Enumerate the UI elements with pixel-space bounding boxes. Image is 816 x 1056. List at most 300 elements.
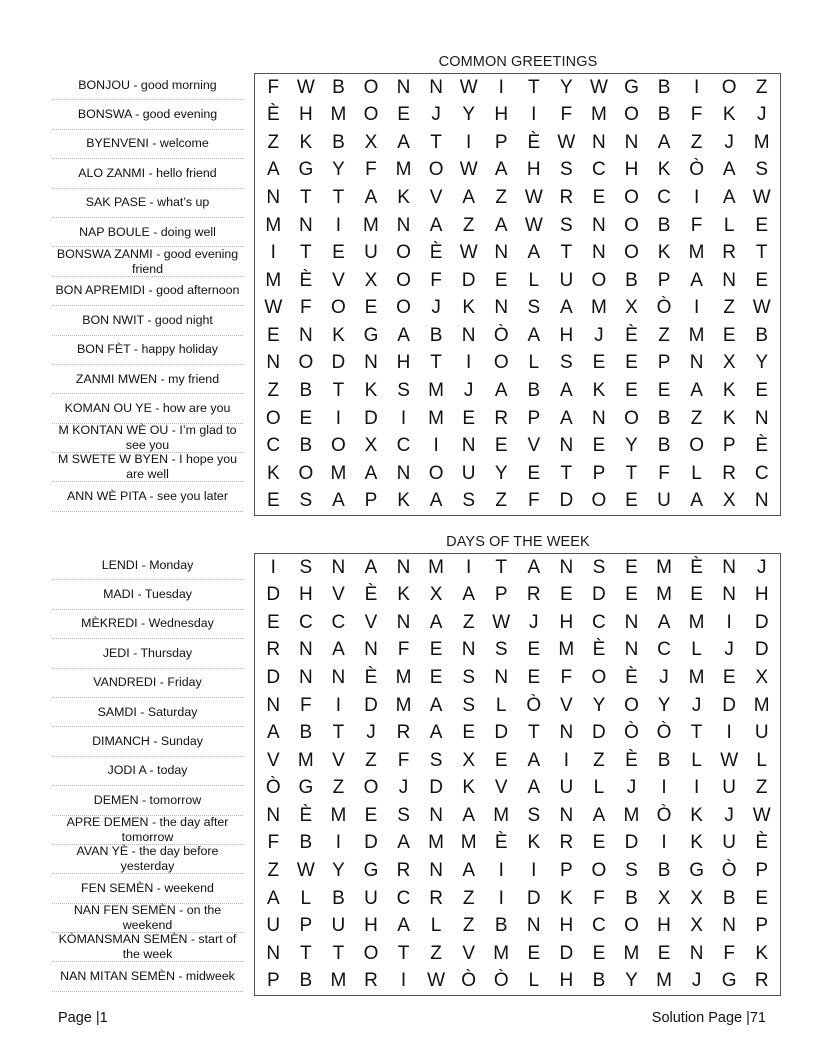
grid-cell[interactable]: O: [591, 490, 607, 512]
grid-cell[interactable]: Y: [657, 694, 671, 716]
grid-cell[interactable]: C: [396, 887, 411, 909]
grid-cell[interactable]: N: [266, 187, 281, 209]
grid-cell[interactable]: U: [559, 269, 574, 291]
grid-cell[interactable]: N: [526, 915, 541, 937]
grid-cell[interactable]: Ò: [656, 297, 672, 319]
grid-cell[interactable]: O: [331, 297, 346, 319]
grid-cell[interactable]: O: [265, 407, 281, 429]
grid-cell[interactable]: Y: [625, 970, 638, 992]
grid-cell[interactable]: F: [560, 104, 573, 126]
grid-cell[interactable]: E: [592, 832, 606, 854]
grid-cell[interactable]: N: [559, 556, 574, 578]
grid-cell[interactable]: D: [722, 694, 737, 716]
grid-cell[interactable]: O: [624, 694, 639, 716]
grid-cell[interactable]: V: [332, 749, 345, 771]
grid-cell[interactable]: T: [495, 556, 508, 578]
grid-cell[interactable]: N: [722, 584, 737, 606]
grid-cell[interactable]: M: [395, 159, 412, 181]
grid-cell[interactable]: M: [656, 556, 672, 578]
grid-cell[interactable]: A: [527, 242, 541, 264]
grid-cell[interactable]: M: [428, 379, 444, 401]
grid-cell[interactable]: B: [625, 887, 638, 909]
grid-cell[interactable]: È: [494, 832, 508, 854]
grid-cell[interactable]: J: [431, 297, 441, 319]
grid-cell[interactable]: M: [688, 242, 705, 264]
grid-cell[interactable]: X: [625, 297, 638, 319]
grid-cell[interactable]: M: [590, 104, 607, 126]
grid-cell[interactable]: N: [494, 242, 509, 264]
grid-cell[interactable]: N: [494, 297, 509, 319]
grid-cell[interactable]: W: [459, 242, 478, 264]
grid-cell[interactable]: N: [266, 942, 281, 964]
grid-cell[interactable]: N: [266, 694, 281, 716]
grid-cell[interactable]: Ò: [656, 722, 672, 744]
grid-cell[interactable]: W: [589, 76, 608, 98]
grid-cell[interactable]: U: [754, 722, 769, 744]
grid-cell[interactable]: J: [691, 694, 702, 716]
grid-cell[interactable]: K: [462, 297, 475, 319]
grid-cell[interactable]: R: [722, 242, 737, 264]
grid-cell[interactable]: Y: [494, 462, 508, 484]
grid-cell[interactable]: N: [624, 639, 639, 661]
grid-cell[interactable]: E: [527, 639, 541, 661]
grid-cell[interactable]: Z: [462, 887, 475, 909]
grid-cell[interactable]: R: [494, 407, 509, 429]
grid-cell[interactable]: B: [657, 435, 671, 457]
grid-cell[interactable]: A: [560, 407, 573, 429]
grid-cell[interactable]: I: [531, 859, 537, 881]
grid-cell[interactable]: O: [591, 859, 607, 881]
grid-cell[interactable]: X: [364, 131, 378, 153]
grid-cell[interactable]: L: [430, 915, 442, 937]
grid-cell[interactable]: L: [528, 352, 540, 374]
grid-cell[interactable]: S: [755, 159, 769, 181]
grid-cell[interactable]: F: [365, 159, 377, 181]
grid-cell[interactable]: A: [462, 584, 475, 606]
grid-cell[interactable]: F: [300, 694, 312, 716]
grid-cell[interactable]: A: [429, 611, 443, 633]
grid-cell[interactable]: O: [298, 462, 314, 484]
grid-cell[interactable]: F: [267, 76, 280, 98]
grid-cell[interactable]: M: [330, 104, 347, 126]
grid-cell[interactable]: Z: [593, 749, 605, 771]
grid-cell[interactable]: W: [720, 749, 739, 771]
grid-cell[interactable]: H: [754, 584, 769, 606]
grid-cell[interactable]: E: [527, 942, 541, 964]
grid-cell[interactable]: K: [527, 832, 541, 854]
grid-cell[interactable]: J: [659, 667, 669, 689]
grid-cell[interactable]: N: [494, 667, 509, 689]
grid-cell[interactable]: P: [657, 352, 671, 374]
grid-cell[interactable]: X: [462, 749, 475, 771]
grid-cell[interactable]: F: [397, 639, 410, 661]
grid-cell[interactable]: A: [429, 722, 443, 744]
grid-cell[interactable]: J: [756, 104, 767, 126]
grid-cell[interactable]: B: [657, 104, 671, 126]
grid-cell[interactable]: B: [592, 970, 606, 992]
grid-cell[interactable]: B: [755, 324, 769, 346]
grid-cell[interactable]: J: [463, 379, 474, 401]
grid-cell[interactable]: M: [265, 269, 282, 291]
grid-cell[interactable]: Y: [560, 76, 573, 98]
grid-cell[interactable]: K: [397, 584, 410, 606]
grid-cell[interactable]: È: [592, 639, 606, 661]
grid-cell[interactable]: B: [429, 324, 443, 346]
grid-cell[interactable]: D: [266, 667, 281, 689]
grid-cell[interactable]: D: [364, 407, 378, 429]
grid-cell[interactable]: F: [430, 269, 442, 291]
grid-cell[interactable]: G: [363, 859, 379, 881]
grid-cell[interactable]: N: [266, 352, 281, 374]
grid-cell[interactable]: N: [722, 269, 737, 291]
grid-cell[interactable]: K: [462, 777, 475, 799]
grid-cell[interactable]: B: [299, 379, 313, 401]
grid-cell[interactable]: C: [266, 435, 281, 457]
grid-cell[interactable]: N: [298, 324, 313, 346]
grid-cell[interactable]: M: [688, 667, 705, 689]
grid-cell[interactable]: Y: [755, 352, 769, 374]
grid-cell[interactable]: Z: [267, 131, 280, 153]
grid-cell[interactable]: J: [626, 777, 637, 799]
grid-cell[interactable]: T: [527, 76, 540, 98]
grid-cell[interactable]: X: [429, 584, 443, 606]
grid-cell[interactable]: D: [364, 694, 378, 716]
grid-cell[interactable]: O: [721, 76, 737, 98]
grid-cell[interactable]: N: [298, 214, 313, 236]
grid-cell[interactable]: A: [397, 324, 410, 346]
grid-cell[interactable]: B: [332, 131, 345, 153]
grid-cell[interactable]: V: [462, 942, 475, 964]
grid-cell[interactable]: D: [592, 584, 606, 606]
grid-cell[interactable]: È: [429, 242, 443, 264]
grid-cell[interactable]: P: [560, 859, 573, 881]
grid-cell[interactable]: A: [364, 187, 378, 209]
grid-cell[interactable]: N: [364, 639, 378, 661]
grid-cell[interactable]: A: [397, 131, 410, 153]
grid-cell[interactable]: O: [624, 104, 639, 126]
grid-cell[interactable]: È: [690, 556, 703, 578]
grid-cell[interactable]: H: [526, 159, 541, 181]
grid-cell[interactable]: T: [625, 462, 638, 484]
grid-cell[interactable]: P: [299, 915, 313, 937]
grid-cell[interactable]: L: [528, 269, 540, 291]
grid-cell[interactable]: N: [722, 556, 737, 578]
grid-cell[interactable]: A: [429, 490, 443, 512]
grid-cell[interactable]: O: [363, 777, 379, 799]
grid-cell[interactable]: J: [366, 722, 376, 744]
grid-cell[interactable]: Y: [592, 694, 606, 716]
grid-cell[interactable]: I: [563, 749, 569, 771]
grid-cell[interactable]: Z: [495, 187, 508, 209]
grid-cell[interactable]: K: [755, 942, 769, 964]
grid-cell[interactable]: F: [593, 887, 605, 909]
grid-cell[interactable]: C: [592, 915, 606, 937]
grid-cell[interactable]: C: [396, 435, 411, 457]
grid-cell[interactable]: M: [395, 694, 412, 716]
grid-cell[interactable]: H: [364, 915, 378, 937]
grid-cell[interactable]: H: [657, 915, 671, 937]
grid-cell[interactable]: J: [431, 104, 441, 126]
grid-cell[interactable]: D: [494, 722, 509, 744]
grid-cell[interactable]: R: [396, 859, 411, 881]
grid-cell[interactable]: I: [433, 435, 439, 457]
grid-cell[interactable]: X: [722, 490, 736, 512]
grid-cell[interactable]: K: [657, 242, 671, 264]
grid-cell[interactable]: T: [332, 942, 345, 964]
grid-cell[interactable]: X: [364, 269, 378, 291]
grid-cell[interactable]: M: [330, 804, 347, 826]
grid-cell[interactable]: Z: [755, 777, 768, 799]
grid-cell[interactable]: A: [722, 159, 736, 181]
grid-cell[interactable]: Z: [690, 407, 703, 429]
grid-cell[interactable]: B: [299, 832, 313, 854]
grid-cell[interactable]: A: [494, 214, 508, 236]
grid-cell[interactable]: T: [527, 722, 540, 744]
grid-cell[interactable]: E: [527, 462, 541, 484]
grid-cell[interactable]: W: [296, 859, 315, 881]
grid-cell[interactable]: I: [498, 76, 504, 98]
grid-cell[interactable]: J: [724, 639, 734, 661]
grid-cell[interactable]: U: [364, 887, 378, 909]
grid-cell[interactable]: J: [724, 131, 734, 153]
grid-cell[interactable]: A: [397, 915, 410, 937]
grid-cell[interactable]: P: [494, 584, 508, 606]
grid-cell[interactable]: E: [722, 667, 736, 689]
grid-cell[interactable]: Ò: [689, 159, 704, 181]
grid-cell[interactable]: N: [429, 859, 443, 881]
grid-cell[interactable]: E: [560, 584, 573, 606]
grid-cell[interactable]: O: [624, 915, 639, 937]
grid-cell[interactable]: N: [592, 131, 606, 153]
grid-cell[interactable]: T: [332, 379, 345, 401]
grid-cell[interactable]: F: [267, 832, 280, 854]
grid-cell[interactable]: T: [430, 131, 442, 153]
grid-cell[interactable]: B: [657, 859, 671, 881]
grid-cell[interactable]: A: [364, 556, 378, 578]
grid-cell[interactable]: R: [429, 887, 443, 909]
grid-cell[interactable]: C: [592, 611, 606, 633]
grid-cell[interactable]: P: [657, 269, 671, 291]
grid-cell[interactable]: È: [266, 104, 280, 126]
grid-cell[interactable]: B: [494, 915, 508, 937]
grid-cell[interactable]: M: [265, 214, 282, 236]
grid-cell[interactable]: B: [657, 76, 671, 98]
grid-cell[interactable]: A: [494, 159, 508, 181]
grid-cell[interactable]: O: [689, 435, 704, 457]
grid-cell[interactable]: O: [624, 187, 639, 209]
grid-cell[interactable]: N: [592, 242, 606, 264]
grid-cell[interactable]: A: [462, 187, 475, 209]
grid-cell[interactable]: È: [364, 584, 378, 606]
grid-cell[interactable]: T: [300, 942, 312, 964]
grid-cell[interactable]: E: [592, 187, 606, 209]
grid-cell[interactable]: K: [690, 832, 703, 854]
grid-cell[interactable]: B: [722, 887, 736, 909]
grid-cell[interactable]: N: [396, 556, 411, 578]
grid-cell[interactable]: C: [657, 639, 671, 661]
grid-cell[interactable]: E: [625, 379, 638, 401]
grid-cell[interactable]: D: [331, 352, 346, 374]
grid-cell[interactable]: T: [300, 187, 312, 209]
grid-cell[interactable]: Z: [430, 942, 442, 964]
grid-cell[interactable]: E: [625, 490, 638, 512]
grid-cell[interactable]: G: [298, 159, 314, 181]
grid-cell[interactable]: M: [428, 556, 444, 578]
grid-cell[interactable]: S: [462, 667, 475, 689]
grid-cell[interactable]: B: [657, 214, 671, 236]
grid-cell[interactable]: O: [396, 297, 411, 319]
grid-cell[interactable]: M: [688, 611, 705, 633]
grid-cell[interactable]: R: [266, 639, 281, 661]
grid-cell[interactable]: E: [527, 667, 541, 689]
grid-cell[interactable]: O: [298, 352, 314, 374]
grid-cell[interactable]: I: [498, 859, 504, 881]
grid-cell[interactable]: K: [657, 159, 671, 181]
grid-cell[interactable]: E: [755, 379, 769, 401]
grid-cell[interactable]: E: [722, 324, 736, 346]
grid-cell[interactable]: Z: [267, 379, 280, 401]
grid-cell[interactable]: N: [396, 462, 411, 484]
grid-cell[interactable]: S: [560, 352, 573, 374]
grid-cell[interactable]: S: [560, 159, 573, 181]
grid-cell[interactable]: A: [462, 859, 475, 881]
grid-cell[interactable]: E: [625, 352, 638, 374]
grid-cell[interactable]: P: [755, 915, 769, 937]
grid-cell[interactable]: S: [560, 214, 573, 236]
grid-cell[interactable]: E: [625, 584, 638, 606]
grid-cell[interactable]: Z: [658, 324, 670, 346]
grid-cell[interactable]: N: [559, 804, 574, 826]
grid-cell[interactable]: S: [527, 804, 541, 826]
grid-cell[interactable]: N: [559, 435, 574, 457]
grid-cell[interactable]: Ò: [461, 970, 477, 992]
grid-cell[interactable]: L: [593, 777, 605, 799]
grid-cell[interactable]: I: [335, 832, 342, 854]
grid-cell[interactable]: A: [657, 131, 671, 153]
grid-cell[interactable]: X: [690, 915, 703, 937]
grid-cell[interactable]: S: [494, 639, 508, 661]
grid-cell[interactable]: L: [528, 970, 540, 992]
grid-cell[interactable]: L: [691, 749, 702, 771]
grid-cell[interactable]: B: [657, 749, 671, 771]
grid-cell[interactable]: K: [397, 490, 410, 512]
grid-cell[interactable]: A: [722, 187, 736, 209]
grid-cell[interactable]: V: [527, 435, 541, 457]
grid-cell[interactable]: Z: [462, 611, 475, 633]
grid-cell[interactable]: T: [332, 722, 345, 744]
grid-cell[interactable]: V: [332, 269, 345, 291]
grid-cell[interactable]: O: [624, 407, 639, 429]
grid-cell[interactable]: E: [657, 942, 671, 964]
grid-cell[interactable]: E: [364, 804, 378, 826]
grid-cell[interactable]: B: [299, 435, 313, 457]
grid-cell[interactable]: I: [693, 187, 700, 209]
grid-cell[interactable]: Ò: [265, 777, 281, 799]
grid-cell[interactable]: A: [266, 722, 280, 744]
grid-cell[interactable]: È: [755, 435, 769, 457]
grid-cell[interactable]: I: [335, 694, 342, 716]
grid-cell[interactable]: M: [623, 942, 640, 964]
grid-cell[interactable]: D: [754, 639, 769, 661]
grid-cell[interactable]: I: [400, 407, 407, 429]
grid-cell[interactable]: T: [560, 462, 573, 484]
grid-cell[interactable]: I: [693, 777, 700, 799]
grid-cell[interactable]: M: [460, 832, 477, 854]
grid-cell[interactable]: O: [363, 104, 379, 126]
grid-cell[interactable]: E: [592, 352, 606, 374]
grid-cell[interactable]: M: [428, 407, 444, 429]
grid-cell[interactable]: G: [363, 324, 379, 346]
grid-cell[interactable]: I: [466, 352, 472, 374]
grid-cell[interactable]: P: [364, 490, 378, 512]
grid-cell[interactable]: A: [266, 887, 280, 909]
grid-cell[interactable]: T: [560, 242, 573, 264]
grid-cell[interactable]: I: [270, 242, 276, 264]
grid-cell[interactable]: N: [722, 915, 737, 937]
grid-cell[interactable]: M: [753, 694, 770, 716]
grid-cell[interactable]: È: [299, 804, 313, 826]
grid-cell[interactable]: N: [461, 435, 476, 457]
grid-cell[interactable]: I: [498, 887, 504, 909]
grid-cell[interactable]: R: [364, 970, 378, 992]
grid-cell[interactable]: A: [527, 324, 541, 346]
grid-cell[interactable]: N: [331, 556, 346, 578]
grid-cell[interactable]: W: [459, 159, 478, 181]
grid-cell[interactable]: Ò: [526, 694, 542, 716]
grid-cell[interactable]: X: [364, 435, 378, 457]
grid-cell[interactable]: K: [332, 324, 345, 346]
grid-cell[interactable]: H: [624, 159, 639, 181]
grid-cell[interactable]: X: [755, 667, 769, 689]
grid-cell[interactable]: N: [754, 490, 769, 512]
grid-cell[interactable]: A: [527, 556, 541, 578]
grid-cell[interactable]: T: [430, 352, 442, 374]
grid-cell[interactable]: T: [397, 942, 410, 964]
grid-cell[interactable]: I: [661, 832, 667, 854]
grid-cell[interactable]: F: [527, 490, 540, 512]
grid-cell[interactable]: U: [331, 915, 346, 937]
grid-cell[interactable]: R: [526, 584, 541, 606]
grid-cell[interactable]: I: [693, 297, 700, 319]
grid-cell[interactable]: L: [495, 694, 507, 716]
grid-cell[interactable]: M: [330, 462, 347, 484]
grid-cell[interactable]: D: [364, 832, 378, 854]
grid-cell[interactable]: P: [494, 131, 508, 153]
grid-cell[interactable]: K: [722, 407, 736, 429]
grid-cell[interactable]: I: [466, 131, 472, 153]
grid-cell[interactable]: È: [625, 749, 638, 771]
grid-cell[interactable]: F: [690, 104, 703, 126]
grid-cell[interactable]: A: [397, 832, 410, 854]
grid-cell[interactable]: S: [462, 694, 475, 716]
grid-cell[interactable]: C: [754, 462, 769, 484]
grid-cell[interactable]: N: [298, 639, 313, 661]
grid-cell[interactable]: O: [591, 667, 607, 689]
grid-cell[interactable]: O: [396, 269, 411, 291]
grid-cell[interactable]: E: [364, 297, 378, 319]
grid-cell[interactable]: K: [592, 379, 606, 401]
grid-cell[interactable]: I: [335, 407, 342, 429]
grid-cell[interactable]: H: [559, 970, 574, 992]
grid-cell[interactable]: W: [296, 76, 315, 98]
grid-cell[interactable]: V: [266, 749, 280, 771]
grid-cell[interactable]: N: [689, 942, 704, 964]
grid-cell[interactable]: S: [592, 556, 606, 578]
grid-cell[interactable]: A: [462, 804, 475, 826]
grid-cell[interactable]: E: [462, 407, 475, 429]
grid-cell[interactable]: U: [461, 462, 476, 484]
grid-cell[interactable]: N: [331, 667, 346, 689]
